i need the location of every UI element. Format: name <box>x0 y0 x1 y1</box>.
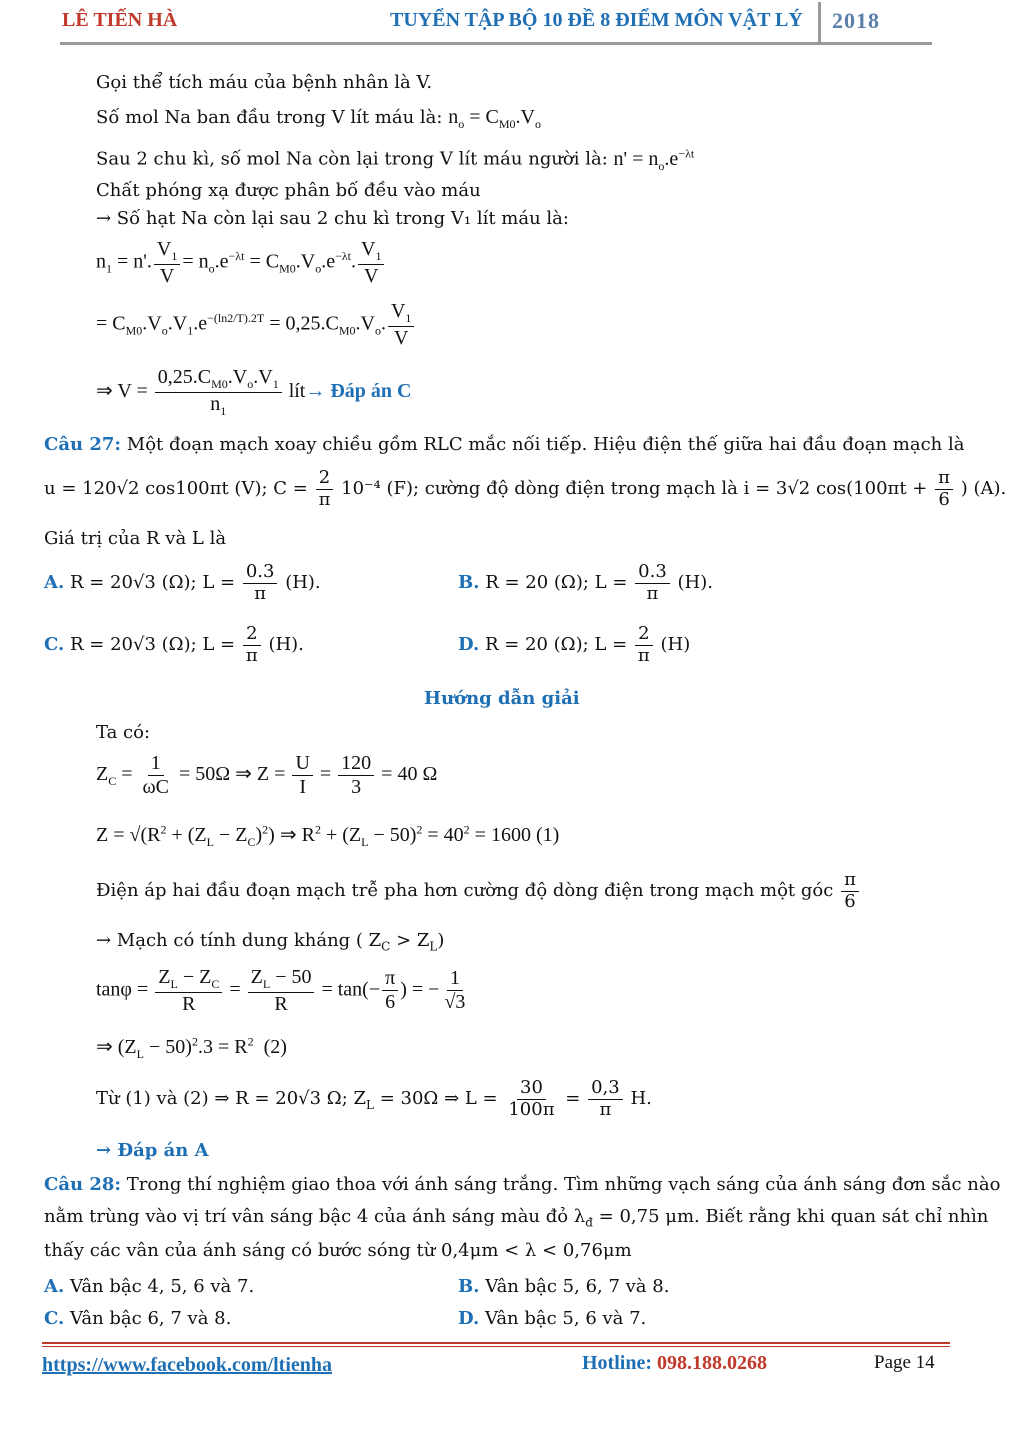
q28-option-c[interactable] <box>44 1308 231 1329</box>
q28-option-b[interactable] <box>458 1276 669 1297</box>
q28-option-c-text: Vân bậc 6, 7 và 8. <box>70 1308 232 1329</box>
q27-option-a-label: A. <box>44 572 65 594</box>
q28-text1: Trong thí nghiệm giao thoa với ánh sáng trắng. Tìm những vạch sáng của ánh sáng đơn sắc nào <box>126 1174 1001 1195</box>
q27-label: Câu 27: <box>44 434 122 455</box>
sol26-eq2: = $C_{M0}.V_o.V_1.e^{-(ln2/T).2T} = 0,25.C_{M0}.V_o$. $\frac{V_1}{V}$ <box>96 300 416 350</box>
q27-phase-text: Điện áp hai đầu đoạn mạch trễ pha hơn cường độ dòng điện trong mạch một góc <box>96 880 834 902</box>
q27-option-d-label: D. <box>458 634 480 656</box>
sol26-formula-nprime: $n' = n_o.e^{-\lambda t}$ <box>613 146 695 173</box>
q27-capacitive: → Mạch có tính dung kháng ( $Z_C > Z_L$) <box>96 930 445 954</box>
q28-option-c-label: C. <box>44 1308 65 1329</box>
footer-rule-thin <box>42 1346 950 1347</box>
q28-text2: nằm trùng vào vị trí vân sáng bậc 4 của ánh sáng màu đỏ λ <box>44 1206 586 1227</box>
q28-option-b-text: Vân bậc 5, 6, 7 và 8. <box>485 1276 670 1297</box>
q28-option-a-text: Vân bậc 4, 5, 6 và 7. <box>69 1276 255 1297</box>
q28-line2: nằm trùng vào vị trí vân sáng bậc 4 của ánh sáng màu đỏ $\lambda_đ = 0,75$ μm. Biết rằng khi quan sát chỉ nhìn <box>44 1206 989 1230</box>
q27-from12: Từ (1) và (2) ⇒ R = 20√3 Ω; $Z_L = 30\Omega$ ⇒ L = $\frac{30}{100\pi}$ = $\frac{0,3}{\pi}$ H. <box>96 1077 652 1120</box>
sol26-formula-n0: $n_o = C_{M0}.V_o$ <box>448 106 541 131</box>
footer-page-number: Page 14 <box>874 1352 935 1373</box>
q28-option-d-label: D. <box>458 1308 480 1329</box>
header-title: TUYỂN TẬP BỘ 10 ĐỀ 8 ĐIỂM MÔN VẬT LÝ <box>390 9 803 31</box>
sol26-line2 <box>96 106 541 132</box>
q28-option-a-label: A. <box>44 1276 65 1297</box>
header-year: 2018 <box>832 8 880 33</box>
q27-capacitive-text: → Mạch có tính dung kháng ( Z <box>96 930 382 951</box>
header-rule <box>60 42 932 45</box>
q27-option-b-label: B. <box>458 572 480 594</box>
q28-option-d-text: Vân bậc 5, 6 và 7. <box>484 1308 647 1329</box>
q27-option-c[interactable]: C. R = 20√3 (Ω); L = $\frac{2}{\pi}$ (H). <box>44 623 304 666</box>
q27-eq-z: $Z = √(R^2 + (Z_L - Z_C)^2)$ ⇒ $R^2 + (Z_L - 50)^2 = 40^2 = 1600$ (1) <box>96 822 560 849</box>
q27-line2: cos100πt (V); C = <box>145 478 308 500</box>
q27-line3: Giá trị của R và L là <box>44 528 227 549</box>
q27-option-b[interactable]: B. R = 20 (Ω); L = $\frac{0.3}{\pi}$ (H). <box>458 561 713 604</box>
sol26-line4: Chất phóng xạ được phân bố đều vào máu <box>96 180 481 201</box>
sol26-eq3: ⇒ V = $\frac{0,25.C_{M0}.V_o.V_1}{n_1}$ lít→ Đáp án C <box>96 366 412 418</box>
footer-hotline <box>582 1352 767 1375</box>
q28-option-b-label: B. <box>458 1276 480 1297</box>
q28-stem <box>44 1174 1000 1195</box>
q27-option-d[interactable]: D. R = 20 (Ω); L = $\frac{2}{\pi}$ (H) <box>458 623 691 666</box>
q27-from12-text: Từ (1) và (2) ⇒ R = 20√3 Ω; Z <box>96 1088 367 1110</box>
q27-eq-tan: tanφ = $\frac{Z_L - Z_C}{R}$ = $\frac{Z_L - 50}{R}$ = tan(− $\frac{\pi}{6}$ ) = − $\frac{1}{√3}$ <box>96 966 466 1015</box>
q27-text: Một đoạn mạch xoay chiều gồm RLC mắc nối tiếp. Hiệu điện thế giữa hai đầu đoạn mạch là <box>126 434 965 455</box>
q27-eq-zc: $Z_C$ = $\frac{1}{\omega C}$ = 50Ω ⇒ Z = $\frac{U}{I}$ = $\frac{120}{3}$ = 40 Ω <box>96 752 438 798</box>
q27-line2b: 10⁻⁴ (F); cường độ dòng điện trong mạch là i = 3 <box>341 478 788 500</box>
sol26-line1: Gọi thể tích máu của bệnh nhân là V. <box>96 72 433 93</box>
sol26-answer: → Đáp án C <box>305 379 412 402</box>
q27-eq-2: ⇒ $(Z_L - 50)^2.3 = R^2$ (2) <box>96 1034 287 1061</box>
q28-option-a[interactable] <box>44 1276 254 1297</box>
q27-line2d: ) (A). <box>960 478 1007 500</box>
q27-stem-line2: u = 120√2 cos100πt (V); C = $\frac{2}{\pi}$ 10⁻⁴ (F); cường độ dòng điện trong mạch là i = 3√2 cos(100πt + $\frac{\pi}{6}$ ) (A). <box>44 467 1007 510</box>
q28-line3: thấy các vân của ánh sáng có bước sóng từ 0,4μm < λ < 0,76μm <box>44 1240 632 1261</box>
q27-option-a[interactable]: A. R = 20√3 (Ω); L = $\frac{0.3}{\pi}$ (H). <box>44 561 321 604</box>
footer-hotline-number: 098.188.0268 <box>657 1352 767 1374</box>
sol26-line5: → Số hạt Na còn lại sau 2 chu kì trong V₁ lít máu là: <box>96 208 569 229</box>
footer-facebook-link[interactable]: https://www.facebook.com/ltienha <box>42 1354 332 1376</box>
sol26-eq1: $n_1 = n'$. $\frac{V_1}{V}$ = $n_o.e^{-\lambda t} = C_{M0}.V_o.e^{-\lambda t}$. $\frac{V_1}{V}$ <box>96 238 386 288</box>
footer-hotline-label: Hotline: <box>582 1352 652 1374</box>
q28-option-d[interactable] <box>458 1308 646 1329</box>
q27-phase: Điện áp hai đầu đoạn mạch trễ pha hơn cường độ dòng điện trong mạch một góc $\frac{\pi}{6}$ <box>96 870 861 912</box>
footer-rule-thick <box>42 1342 950 1344</box>
header-author: LÊ TIẾN HÀ <box>62 9 178 31</box>
header-separator <box>818 2 821 44</box>
q27-answer: → Đáp án A <box>96 1140 209 1161</box>
q27-taco: Ta có: <box>96 722 151 743</box>
sol26-line3-text: Sau 2 chu kì, số mol Na còn lại trong V lít máu người là: <box>96 148 608 170</box>
sol26-line3 <box>96 146 694 174</box>
q28-label: Câu 28: <box>44 1174 122 1195</box>
q28-text2b: . Biết rằng khi quan sát chỉ nhìn <box>694 1206 989 1227</box>
q27-option-c-label: C. <box>44 634 65 656</box>
sol26-line2-text: Số mol Na ban đầu trong V lít máu là: <box>96 107 443 128</box>
q27-stem <box>44 434 964 455</box>
q27-line2c: cos(100πt + <box>815 478 928 500</box>
q27-solution-heading: Hướng dẫn giải <box>424 688 580 709</box>
